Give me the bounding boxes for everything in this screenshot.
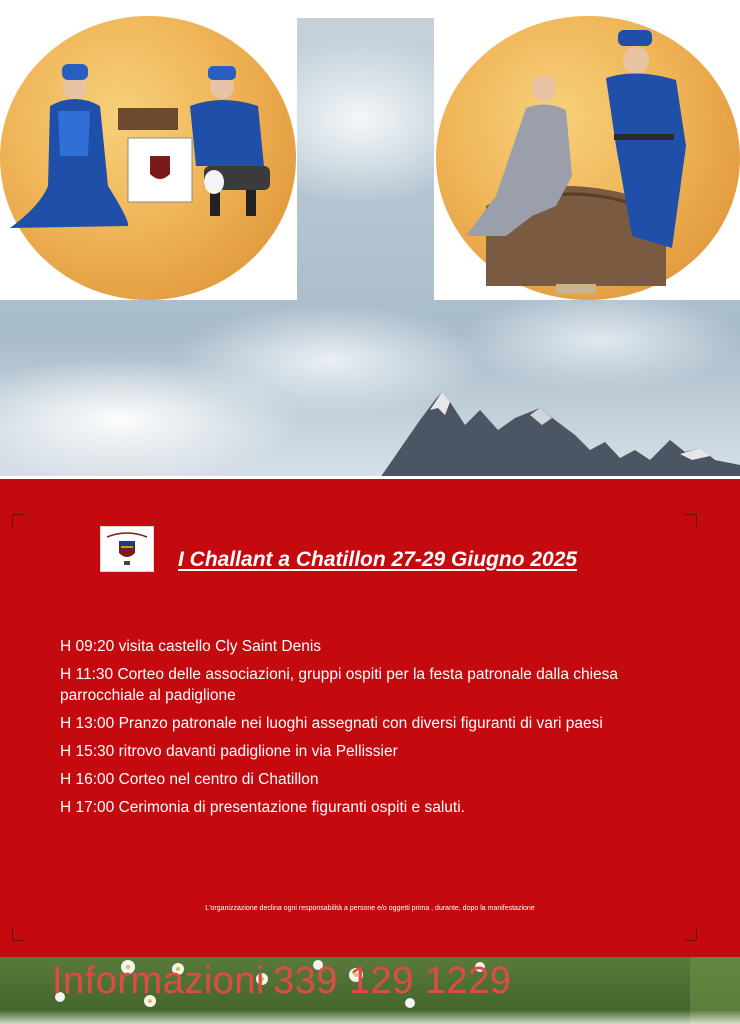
event-title: I Challant a Chatillon 27-29 Giugno 2025 bbox=[178, 548, 578, 571]
contact-phone[interactable]: 339 129 1229 bbox=[272, 960, 512, 1002]
event-schedule bbox=[60, 636, 700, 825]
corner-mark bbox=[12, 514, 25, 527]
costumed-couple-left-image bbox=[0, 16, 296, 300]
schedule-item: H 15:30 ritrovo davanti padiglione in via Pellissier bbox=[60, 743, 398, 760]
corner-mark bbox=[684, 928, 697, 941]
corner-mark bbox=[12, 928, 25, 941]
meadow-fade bbox=[0, 1010, 740, 1024]
schedule-item: H 16:00 Corteo nel centro di Chatillon bbox=[60, 771, 319, 788]
contact-info bbox=[52, 960, 511, 1003]
mountain-peaks-image bbox=[380, 380, 740, 478]
association-crest-logo bbox=[100, 526, 154, 572]
schedule-item: H 09:20 visita castello Cly Saint Denis bbox=[60, 638, 322, 655]
costumed-couple-right-image bbox=[436, 16, 740, 300]
contact-label: Informazioni bbox=[52, 960, 265, 1002]
disclaimer-text: L'organizzazione declina ogni responsabilità a persone e/o oggetti prima , durante, dopo la manifestazione bbox=[205, 905, 535, 912]
schedule-item: H 11:30 Corteo delle associazioni, gruppi ospiti per la festa patronale dalla chiesa parrocchiale al padiglione bbox=[60, 666, 619, 704]
top-strip bbox=[297, 0, 434, 18]
corner-mark bbox=[684, 514, 697, 527]
schedule-item: H 13:00 Pranzo patronale nei luoghi assegnati con diversi figuranti di vari paesi bbox=[60, 715, 603, 732]
schedule-item: H 17:00 Cerimonia di presentazione figuranti ospiti e saluti. bbox=[60, 799, 465, 816]
